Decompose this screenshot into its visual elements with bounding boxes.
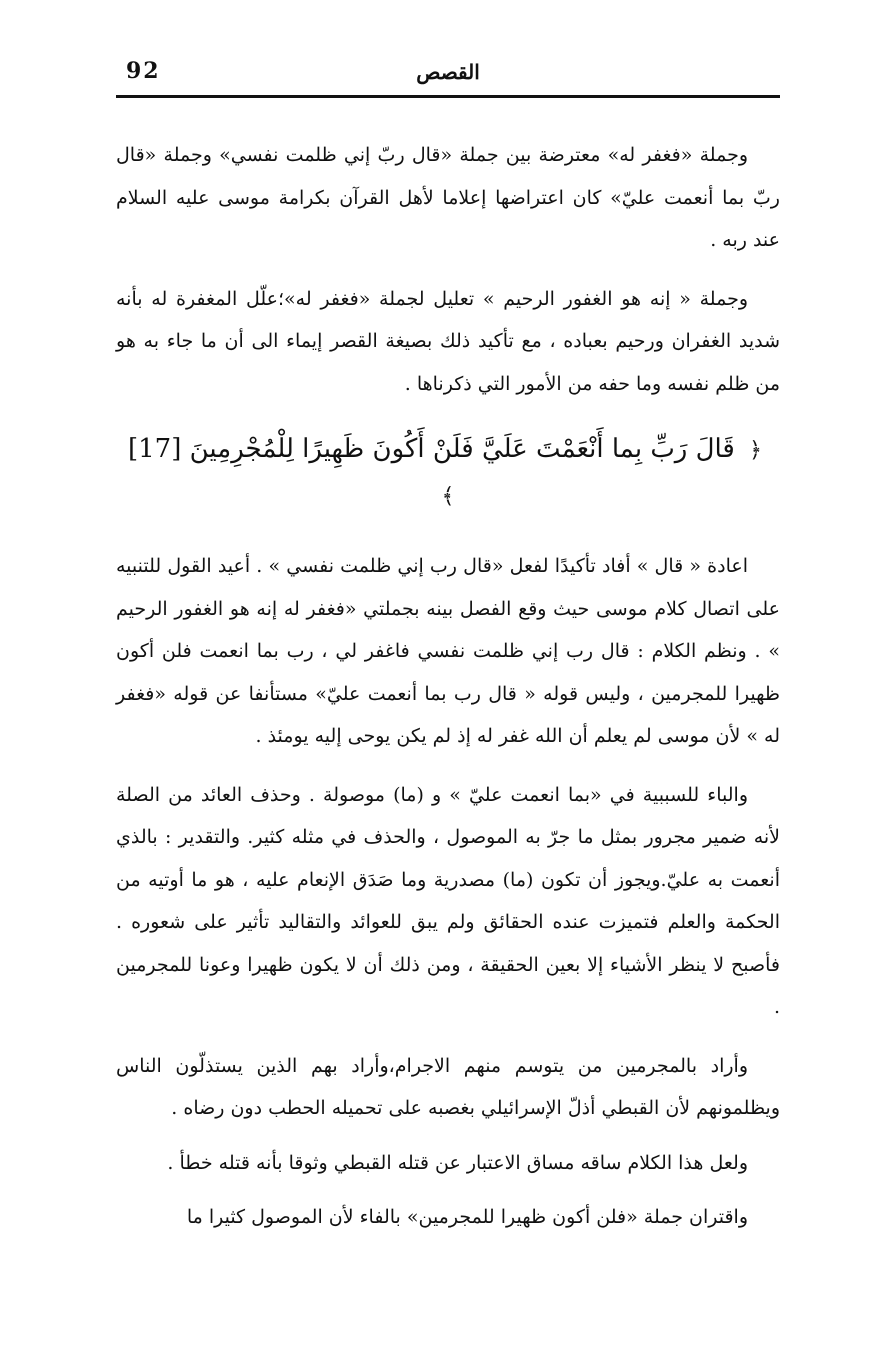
page-header xyxy=(116,56,780,92)
header-rule xyxy=(116,95,780,98)
verse-ornament-open: ﴿ xyxy=(749,438,763,463)
verse-text: قَالَ رَبِّ بِما أَنْعَمْتَ عَلَيَّ فَلَنْ أَكُونَ ظَهِيرًا لِلْمُجْرِمِينَ [17] xyxy=(127,434,735,464)
paragraph-2: وجملة « إنه هو الغفور الرحيم » تعليل لجملة «فغفر له»؛علّل المغفرة له بأنه شديد الغفران ورحيم بعباده ، مع تأكيد ذلك بصيغة القصر إيماء الى أن ما جاء به هو من ظلم نفسه وما حفه من الأمور التي ذكرناها . xyxy=(116,287,780,395)
page-body xyxy=(116,134,780,1251)
quran-verse xyxy=(116,427,780,519)
paragraph-7: واقتران جملة «فلن أكون ظهيرا للمجرمين» بالفاء لأن الموصول كثيرا ما xyxy=(186,1206,748,1228)
paragraph-1: وجملة «فغفر له» معترضة بين جملة «قال ربّ إني ظلمت نفسي» وجملة «قال ربّ بما أنعمت عليّ» كان اعتراضها إعلاما لأهل القرآن بكرامة موسى عليه السلام عند ربه . xyxy=(116,144,780,251)
page-number: 92 xyxy=(126,58,161,84)
verse-ornament-close: ﴾ xyxy=(441,484,455,509)
paragraph-5: وأراد بالمجرمين من يتوسم منهم الاجرام،وأراد بهم الذين يستذلّون الناس ويظلمونهم لأن القبطي أذلّ الإسرائيلي بغصبه على تحميله الحطب دون رضاه . xyxy=(116,1054,780,1119)
paragraph-6: ولعل هذا الكلام ساقه مساق الاعتبار عن قتله القبطي وثوقا بأنه قتله خطأ . xyxy=(167,1151,748,1174)
running-title: القصص xyxy=(416,60,480,84)
paragraph-3: اعادة « قال » أفاد تأكيدًا لفعل «قال رب إني ظلمت نفسي » . أعيد القول للتنبيه على اتصال كلام موسى حيث وقع الفصل بينه بجملتي «فغفر له إنه هو الغفور الرحيم » . ونظم الكلام : قال رب إني ظلمت نفسي فاغفر لي ، رب بما انعمت فلن أكون ظهيرا للمجرمين ، وليس قوله « قال رب بما أنعمت عليّ» مستأنفا عن قوله «فغفر له » لأن موسى لم يعلم أن الله غفر له إذ لم يكن يوحى إليه يومئذ . xyxy=(116,555,780,747)
paragraph-4: والباء للسببية في «بما انعمت عليّ » و (ما) موصولة . وحذف العائد من الصلة لأنه ضمير مجرور بمثل ما جرّ به الموصول ، والحذف في مثله كثير. والتقدير : بالذي أنعمت به عليّ.ويجوز أن تكون (ما) مصدرية وما صَدَق الإنعام عليه ، هو ما أوتيه من الحكمة والعلم فتميزت عنده الحقائق ولم يبق للعوائد والتقاليد تأثير على شعوره . فأصبح لا ينظر الأشياء إلا بعين الحقيقة ، ومن ذلك أن لا يكون ظهيرا وعونا للمجرمين . xyxy=(116,783,780,1018)
